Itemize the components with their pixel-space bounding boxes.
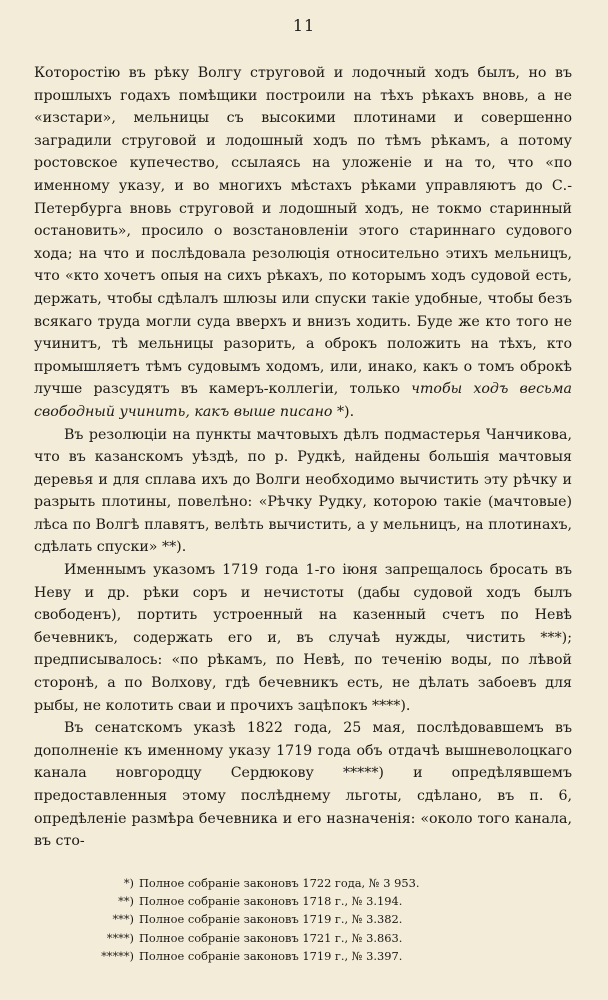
footnote-text: Полное собраніе законовъ 1718 г., № 3.194.	[139, 894, 403, 909]
text-run: Въ резолюціи на пункты мачтовыхъ дѣлъ подмастерья Чанчикова, что въ казанскомъ уѣздѣ, по р. Рудкѣ, найдены большія мачтовыя деревья и для сплава ихъ до Волги необходимо вычистить эту рѣчку и разрыть плотины, повелѣно: «Рѣчку Рудку, которою такіе (мачтовые) лѣса по Волгѣ плавятъ, велѣть вычистить, а у мельницъ, на плотинахъ, сдѣлать спуски» **).	[34, 426, 572, 556]
main-text	[34, 62, 572, 853]
footnote	[44, 947, 544, 965]
footnote	[44, 874, 544, 892]
text-run: *).	[332, 403, 355, 420]
paragraph-3	[34, 559, 572, 717]
footnote-text: Полное собраніе законовъ 1719 г., № 3.382.	[139, 912, 403, 927]
italic-text-run: чтобы ходъ весьма свободный учинить, какъ выше писано	[34, 381, 572, 420]
footnote	[44, 929, 544, 947]
footnote	[44, 892, 544, 910]
page-number: 11	[292, 16, 316, 35]
footnote-text: Полное собраніе законовъ 1719 г., № 3.397.	[139, 948, 403, 963]
text-run: Которостію въ рѣку Волгу струговой и лодочный ходъ былъ, но въ прошлыхъ годахъ помѣщики построили на тѣхъ рѣкахъ вновь, а не «изстари», мельницы съ высокими плотинами и совершенно заградили струговой и лодошный ходъ по тѣмъ рѣкамъ, а потому ростовское купечество, ссылаясь на уложеніе и на то, что «по именному указу, и во многихъ мѣстахъ рѣками управляютъ до С.-Петербурга вновь струговой и лодошный ходъ, не токмо старинный остановить», просило о возстановленіи этого стариннаго судового хода; на что и послѣдовала резолюція относительно этихъ мельницъ, что «кто хочетъ опыя на сихъ рѣкахъ, по которымъ ходъ судовой есть, держать, чтобы сдѣлалъ шлюзы или спуски такіе удобные, чтобы безъ всякаго труда могли суда вверхъ и внизъ ходить. Буде же кто того не учинитъ, тѣ мельницы разорить, а оброкъ положить на тѣхъ, кто промышляетъ тѣмъ судовымъ ходомъ, или, инако, какъ о томъ оброкѣ лучше разсудятъ въ камеръ-коллегіи, только	[34, 65, 572, 398]
footnote-mark: **)	[118, 894, 134, 909]
footnote-text: Полное собраніе законовъ 1722 года, № 3 953.	[139, 876, 420, 890]
paragraph-1	[34, 62, 572, 424]
footnote	[44, 910, 544, 928]
text-run: Именнымъ указомъ 1719 года 1-го іюня запрещалось бросать въ Неву и др. рѣки соръ и нечистоты (дабы судовой ходъ былъ свободенъ), портить устроенный на казенный счетъ по Невѣ бечевникъ, содержать его и, въ случаѣ нужды, чистить ***); предписывалось: «по рѣкамъ, по Невѣ, по теченію воды, по лѣвой сторонѣ, а по Волхову, гдѣ бечевникъ есть, не дѣлать забоевъ для рыбы, не колотить сваи и прочихъ зацѣпокъ ****).	[34, 562, 572, 714]
footnote-mark: *****)	[101, 948, 134, 963]
footnote-mark: ****)	[106, 930, 134, 945]
paragraph-4	[34, 717, 572, 853]
footnote-mark: ***)	[112, 912, 134, 927]
text-run: Въ сенатскомъ указѣ 1822 года, 25 мая, послѣдовавшемъ въ дополненіе къ именному указу 1719 года объ отдачѣ вышневолоцкаго канала новгородцу Сердюкову *****) и опредѣлявшемъ предоставленныя этому послѣднему льготы, сдѣлано, въ п. 6, опредѣленіе размѣра бечевника и его назначенія: «около того канала, въ сто-	[34, 720, 572, 850]
footnotes	[44, 874, 544, 965]
footnote-text: Полное собраніе законовъ 1721 г., № 3.863.	[139, 930, 403, 945]
footnote-mark: *)	[123, 876, 134, 890]
paragraph-2	[34, 424, 572, 560]
